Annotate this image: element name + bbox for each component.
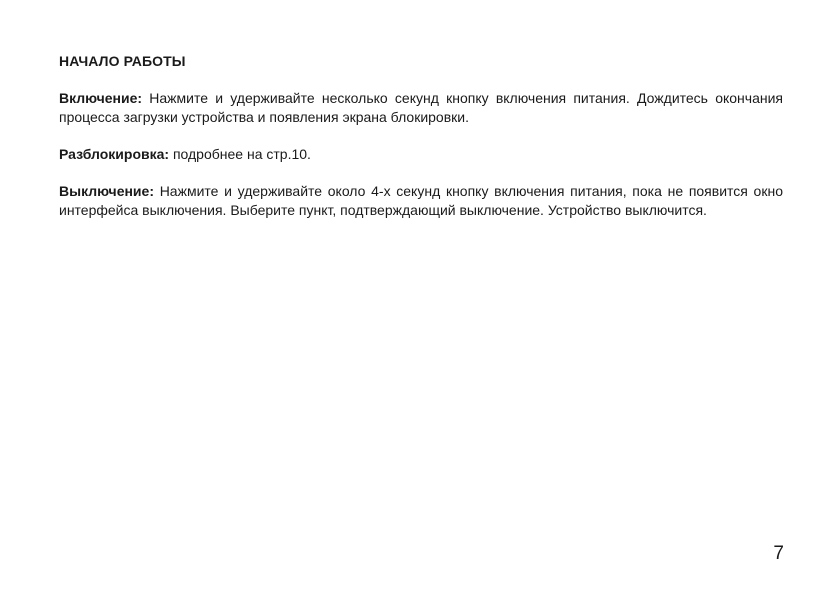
power-on-lead: Включение: [59, 90, 143, 106]
page-number: 7 [773, 543, 784, 564]
power-off-lead: Выключение: [59, 183, 154, 199]
power-off-text: Нажмите и удерживайте около 4-х секунд кнопку включения питания, пока не появится окно интерфейса выключения. Выберите пункт, подтверждающий выключение. Устройство выключится. [59, 183, 783, 218]
unlock-text: подробнее на стр.10. [169, 146, 311, 162]
unlock-lead: Разблокировка: [59, 146, 170, 162]
paragraph-power-off [59, 182, 783, 220]
section-title: НАЧАЛО РАБОТЫ [59, 53, 186, 69]
paragraph-unlock [59, 145, 783, 164]
paragraph-power-on [59, 89, 783, 127]
document-page [59, 52, 783, 238]
power-on-text: Нажмите и удерживайте несколько секунд кнопку включения питания. Дождитесь окончания процесса загрузки устройства и появления экрана блокировки. [59, 90, 783, 125]
